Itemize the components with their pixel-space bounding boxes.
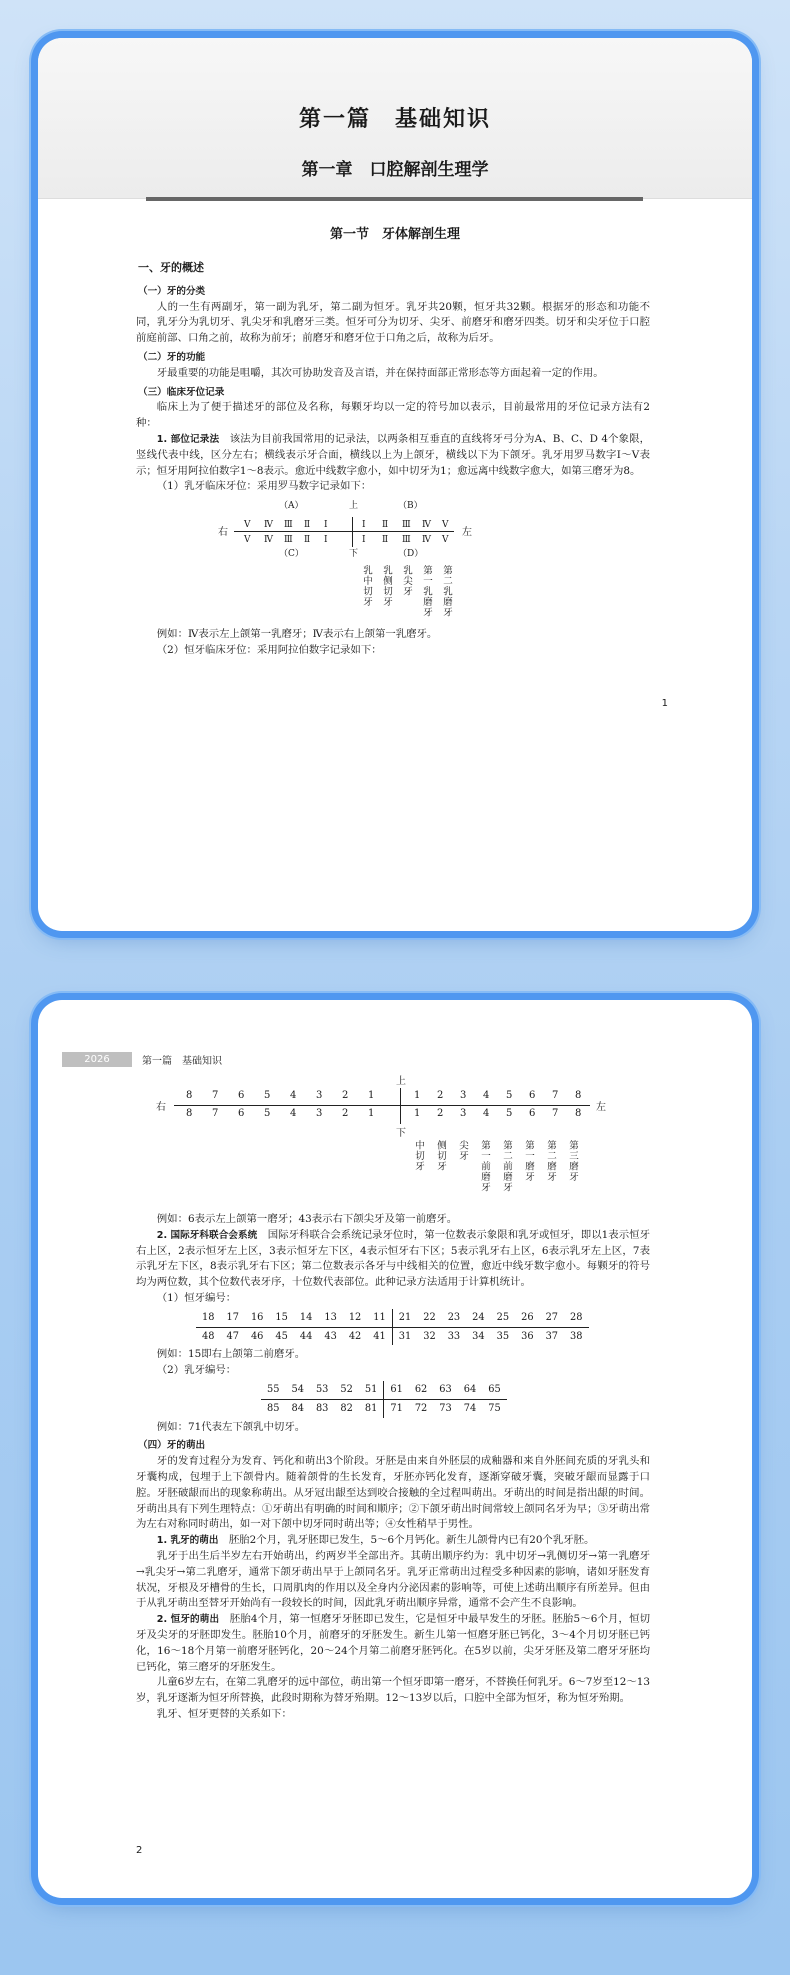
heading-eruption: （四）牙的萌出: [138, 1440, 206, 1452]
paragraph-perm-example: 例如：15即右上颌第二前磨牙。: [156, 1348, 306, 1361]
number-cell: 23: [442, 1309, 466, 1327]
permanent-name: 第三磨牙: [567, 1140, 578, 1182]
number-cell: 36: [521, 1330, 534, 1342]
number-cell: 51: [359, 1381, 384, 1399]
roman-upper-left-3: Ⅲ: [402, 520, 411, 531]
paragraph-record: 临床上为了便于描述牙的部位及名称，每颗牙均以一定的符号加以表示，目前最常用的牙位记录方法有2种：: [136, 401, 650, 430]
roman-lower-left-1: Ⅰ: [362, 535, 366, 546]
number-cell: 18: [196, 1309, 220, 1327]
down-label-2: 下: [396, 1128, 406, 1139]
text-part-method: 该法为目前我国常用的记录法，以两条相互垂直的直线将牙弓分为A、B、C、D 4个象限，竖线代表中线，区分左右；横线表示牙合面，横线以上为上颌牙，横线以下为下颌牙。乳牙用罗马数字Ⅰ～Ⅴ表示；恒牙用阿拉伯数字1～8表示。愈近中线数字愈小，如中切牙为1；愈远离中线数字愈大，如第三磨牙为8。: [136, 432, 650, 477]
paragraph-part-method: [136, 432, 650, 479]
paragraph-function: 牙最重要的功能是咀嚼，其次可协助发音及言语，并在保持面部正常形态等方面起着一定的作用。: [156, 366, 604, 379]
number-cell: 26: [515, 1309, 539, 1327]
roman-lower-left-4: Ⅳ: [422, 535, 431, 546]
permanent-name: 尖牙: [457, 1140, 468, 1161]
roman-upper-right-3: Ⅲ: [284, 520, 293, 531]
digit-upper-right-5: 4: [290, 1090, 297, 1101]
permanent-number-table-wrap: [136, 1309, 650, 1346]
keyword-part-method: 1. 部位记录法: [156, 433, 220, 445]
digit-upper-left-5: 5: [506, 1090, 513, 1101]
text-perm-erupt: 胚胎4个月，第一恒磨牙牙胚即已发生，它是恒牙中最早发生的牙胚。胚胎5～6个月，恒切牙及尖牙的牙胚即发生。胚胎10个月，前磨牙的牙胚发生。新生儿第一恒磨牙胚已钙化，3～4个月切牙胚已钙化，16～18个月第一前磨牙胚钙化，20～24个月第二前磨牙胚钙化。在5岁以前，尖牙牙胚及第二磨牙牙胚均已钙化，第三磨牙的牙胚发生。: [136, 1613, 650, 1673]
roman-lower-right-4: Ⅱ: [304, 535, 311, 546]
page-1-header-band: [38, 38, 752, 199]
digit-lower-right-1: 8: [186, 1108, 193, 1119]
keyword-perm-erupt: 2. 恒牙的萌出: [156, 1614, 220, 1626]
left-label: 左: [462, 527, 472, 539]
permanent-number-table: [196, 1309, 589, 1346]
number-cell: 73: [439, 1402, 452, 1414]
digit-upper-left-8: 8: [575, 1090, 582, 1101]
page-1-body: [136, 260, 650, 659]
header-title: 第一篇 基础知识: [142, 1056, 222, 1067]
paragraph-permanent-intro: （2）恒牙临床牙位：采用阿拉伯数字记录如下：: [156, 643, 382, 656]
page-1: [38, 38, 752, 931]
roman-upper-left-1: Ⅰ: [362, 520, 366, 531]
permanent-name: 第二磨牙: [545, 1140, 556, 1182]
number-cell: 32: [423, 1330, 436, 1342]
right-label-2: 右: [156, 1102, 166, 1113]
deciduous-name: 第一乳磨牙: [421, 565, 432, 618]
digit-lower-right-6: 3: [316, 1108, 323, 1119]
digit-lower-left-4: 4: [483, 1108, 490, 1119]
roman-upper-right-1: Ⅴ: [244, 520, 251, 531]
part-title: 第一篇 基础知识: [298, 107, 491, 132]
number-cell: 54: [285, 1381, 309, 1399]
deciduous-name: 乳侧切牙: [381, 565, 392, 608]
digit-lower-right-8: 1: [368, 1108, 375, 1119]
permanent-name: 中切牙: [413, 1140, 424, 1172]
deciduous-number-table: [261, 1381, 507, 1418]
number-table-row: [261, 1399, 507, 1417]
digit-lower-left-8: 8: [575, 1108, 582, 1119]
heading-classification: （一）牙的分类: [138, 285, 206, 297]
number-cell: 21: [392, 1309, 417, 1327]
keyword-fdi: 2. 国际牙科联合会系统: [156, 1229, 258, 1241]
page-number-2: 2: [136, 1845, 143, 1856]
keyword-dec-erupt: 1. 乳牙的萌出: [156, 1535, 219, 1547]
number-cell: 15: [269, 1309, 293, 1327]
number-cell: 48: [202, 1330, 215, 1342]
digit-lower-right-4: 5: [264, 1108, 271, 1119]
number-cell: 35: [496, 1330, 510, 1342]
number-cell: 84: [291, 1402, 304, 1414]
digit-lower-left-1: 1: [414, 1108, 421, 1119]
deciduous-name: 乳尖牙: [401, 565, 412, 597]
number-cell: 31: [392, 1327, 417, 1345]
quadrant-d-label: （D）: [398, 549, 424, 560]
text-fdi: 国际牙科联合会系统记录牙位时，第一位数表示象限和乳牙或恒牙，即以1表示恒牙右上区，2表示恒牙左上区，3表示恒牙左下区，4表示恒牙右下区；5表示乳牙右上区，6表示乳牙左上区，7表示乳牙左下区，8表示乳牙右下区；第二位数表示各牙与中线相关的位置，愈近中线牙数字愈小。每颗牙的符号均为两位数，其个位数代表牙序，十位数代表部位。此种记录方法适用于计算机统计。: [136, 1228, 651, 1289]
digit-upper-left-4: 4: [483, 1090, 490, 1101]
roman-upper-right-4: Ⅱ: [304, 520, 311, 531]
digit-lower-left-6: 6: [529, 1108, 536, 1119]
quadrant-a-label: （A）: [279, 501, 304, 512]
number-cell: 33: [447, 1330, 461, 1342]
number-cell: 82: [340, 1402, 353, 1414]
heading-record: （三）临床牙位记录: [138, 386, 225, 398]
page-2-body: [136, 1212, 650, 1723]
number-cell: 12: [343, 1309, 367, 1327]
number-cell: 81: [364, 1402, 378, 1414]
down-label: 下: [349, 549, 359, 560]
chapter-rule: [146, 197, 643, 201]
permanent-name: 第一磨牙: [523, 1140, 534, 1182]
permanent-name: 第二前磨牙: [501, 1140, 512, 1193]
digit-lower-left-5: 5: [506, 1108, 513, 1119]
digit-lower-right-3: 6: [238, 1108, 245, 1119]
number-cell: 42: [348, 1330, 362, 1342]
roman-lower-right-2: Ⅳ: [264, 535, 273, 546]
number-cell: 53: [310, 1381, 334, 1399]
digit-upper-left-2: 2: [437, 1090, 444, 1101]
paragraph-deciduous-intro: （1）乳牙临床牙位：采用罗马数字记录如下：: [156, 480, 372, 493]
quadrant-c-label: （C）: [279, 549, 304, 560]
paragraph-classification: 人的一生有两副牙，第一副为乳牙，第二副为恒牙。乳牙共20颗，恒牙共32颗。根据牙的形态和功能不同，乳牙分为乳切牙、乳尖牙和乳磨牙三类。恒牙可分为切牙、尖牙、前磨牙和磨牙四类。切牙和尖牙位于口腔前庭前部、口角之前，故称为前牙；前磨牙和磨牙位于口角之后，故称为后牙。: [136, 300, 650, 345]
number-cell: 14: [294, 1309, 318, 1327]
deciduous-name: 乳中切牙: [361, 565, 372, 608]
number-cell: 13: [318, 1309, 342, 1327]
left-label-2: 左: [596, 1102, 606, 1113]
header-year-badge: 2026: [62, 1052, 132, 1067]
number-cell: 75: [488, 1402, 501, 1414]
digit-lower-left-3: 3: [460, 1108, 467, 1119]
quadrant-b-label: （B）: [398, 501, 423, 512]
number-cell: 72: [414, 1402, 428, 1414]
chapter-title: 第一章 口腔解剖生理学: [301, 160, 489, 180]
roman-upper-left-5: Ⅴ: [442, 520, 449, 531]
roman-lower-right-3: Ⅲ: [284, 535, 293, 546]
number-cell: 16: [245, 1309, 269, 1327]
digit-lower-right-7: 2: [342, 1108, 349, 1119]
paragraph-perm-erupt-2: 儿童6岁左右，在第二乳磨牙的远中部位，萌出第一个恒牙即第一磨牙，不替换任何乳牙。6～7岁至12～13岁，乳牙逐渐为恒牙所替换，此段时期称为替牙殆期。12～13岁以后，口腔中全部为恒牙，称为恒牙殆期。: [136, 1676, 650, 1705]
heading-overview: 一、牙的概述: [138, 261, 204, 274]
number-cell: 37: [545, 1330, 559, 1342]
digit-upper-right-7: 2: [342, 1090, 349, 1101]
midline: [352, 517, 353, 547]
roman-lower-left-5: Ⅴ: [442, 535, 449, 546]
paragraph-dec-no: （2）乳牙编号：: [156, 1364, 237, 1377]
paragraph-dec-example: 例如：71代表左下颌乳中切牙。: [156, 1420, 306, 1433]
digit-upper-right-2: 7: [212, 1090, 219, 1101]
number-cell: 52: [334, 1381, 358, 1399]
roman-lower-right-5: Ⅰ: [324, 535, 328, 546]
deciduous-name: 第二乳磨牙: [441, 565, 452, 618]
roman-upper-left-2: Ⅱ: [382, 520, 389, 531]
digit-upper-right-1: 8: [186, 1090, 193, 1101]
paragraph-perm-erupt: [136, 1612, 650, 1675]
up-label: 上: [349, 501, 359, 512]
heading-function: （二）牙的功能: [138, 351, 206, 363]
page-number-1: 1: [661, 698, 668, 709]
number-cell: 22: [417, 1309, 441, 1327]
roman-lower-left-2: Ⅱ: [382, 535, 389, 546]
number-cell: 74: [463, 1402, 477, 1414]
number-table-row: [261, 1381, 507, 1399]
paragraph-eruption: 牙的发育过程分为发育、钙化和萌出3个阶段。牙胚是由来自外胚层的成釉器和来自外胚间充质的牙乳头和牙囊构成，包埋于上下颌骨内。随着颌骨的生长发育，牙胚亦钙化发育，逐渐穿破牙囊，突破牙龈而显露于口腔。牙胚破龈而出的现象称萌出。从牙冠出龈至达到咬合接触的全过程叫萌出。牙萌出的时间是指出龈的时间。牙萌出具有下列生理特点：①牙萌出有明确的时间和顺序；②下颌牙萌出时间常较上颌同名牙为早；③牙萌出常为左右对称同时萌出，如一对下颌中切牙同时萌出等；④女性稍早于男性。: [136, 1455, 650, 1531]
number-cell: 25: [491, 1309, 515, 1327]
number-cell: 63: [433, 1381, 457, 1399]
number-cell: 41: [373, 1330, 386, 1342]
paragraph-fdi: [136, 1228, 650, 1291]
number-cell: 83: [315, 1402, 329, 1414]
deciduous-number-table-wrap: [136, 1381, 650, 1418]
digit-upper-left-1: 1: [414, 1090, 421, 1101]
number-cell: 44: [299, 1330, 313, 1342]
digit-lower-left-2: 2: [437, 1108, 444, 1119]
digit-lower-left-7: 7: [552, 1108, 559, 1119]
digit-lower-right-5: 4: [290, 1108, 297, 1119]
number-cell: 46: [250, 1330, 264, 1342]
deciduous-chart: [136, 495, 650, 627]
number-cell: 34: [472, 1330, 485, 1342]
permanent-chart: [128, 1072, 658, 1202]
digit-lower-right-2: 7: [212, 1108, 219, 1119]
page-2: [38, 1000, 752, 1898]
horizontal-axis-2: [174, 1105, 590, 1106]
paragraph-dec-erupt: [136, 1533, 650, 1549]
number-cell: 62: [409, 1381, 433, 1399]
number-cell: 24: [466, 1309, 490, 1327]
number-cell: 47: [226, 1330, 239, 1342]
number-cell: 28: [564, 1309, 588, 1327]
digit-upper-right-6: 3: [316, 1090, 323, 1101]
midline-2: [400, 1088, 401, 1124]
paragraph-relation: 乳牙、恒牙更替的关系如下：: [156, 1707, 292, 1720]
digit-upper-right-4: 5: [264, 1090, 271, 1101]
number-cell: 38: [570, 1330, 583, 1342]
paragraph-perm-no: （1）恒牙编号：: [156, 1291, 237, 1304]
paragraph-example-2: 例如：6表示左上颌第一磨牙；43表示右下颌尖牙及第一前磨牙。: [156, 1213, 458, 1225]
number-table-row: [196, 1327, 589, 1345]
number-cell: 11: [367, 1309, 392, 1327]
paragraph-example-1: 例如：Ⅳ表示左上颌第一乳磨牙；Ⅳ表示右上颌第一乳磨牙。: [156, 628, 438, 641]
paragraph-dec-erupt-2: 乳牙于出生后半岁左右开始萌出，约两岁半全部出齐。其萌出顺序约为：乳中切牙→乳侧切牙→第一乳磨牙→乳尖牙→第二乳磨牙，通常下颌牙萌出早于上颌同名牙。乳牙正常萌出过程受多种因素的影响，诸如牙胚发育状况，牙根及牙槽骨的生长，口周肌肉的作用以及全身内分泌因素的影响等，可使上述萌出顺序有所差异。但由于从乳牙萌出至替牙开始尚有一段较长的时间，因此乳牙萌出顺序异常，通常不会产生不良影响。: [136, 1549, 650, 1610]
up-label-2: 上: [396, 1076, 406, 1087]
digit-upper-right-3: 6: [238, 1090, 245, 1101]
number-cell: 64: [458, 1381, 482, 1399]
right-label: 右: [218, 527, 228, 539]
digit-upper-right-8: 1: [368, 1090, 375, 1101]
section-title: 第一节 牙体解剖生理: [329, 227, 460, 242]
roman-lower-right-1: Ⅴ: [244, 535, 251, 546]
permanent-name: 第一前磨牙: [479, 1140, 490, 1193]
roman-upper-left-4: Ⅳ: [422, 520, 431, 531]
permanent-name: 侧切牙: [435, 1140, 446, 1172]
number-cell: 65: [482, 1381, 506, 1399]
digit-upper-left-6: 6: [529, 1090, 536, 1101]
number-table-row: [196, 1309, 589, 1327]
number-cell: 71: [384, 1399, 409, 1417]
number-cell: 55: [261, 1381, 285, 1399]
roman-upper-right-2: Ⅳ: [264, 520, 273, 531]
digit-upper-left-3: 3: [460, 1090, 467, 1101]
number-cell: 45: [275, 1330, 288, 1342]
number-cell: 27: [540, 1309, 564, 1327]
number-cell: 43: [324, 1330, 337, 1342]
roman-lower-left-3: Ⅲ: [402, 535, 411, 546]
text-dec-erupt: 胚胎2个月，乳牙胚即已发生，5～6个月钙化。新生儿颌骨内已有20个乳牙胚。: [228, 1534, 595, 1547]
roman-upper-right-5: Ⅰ: [324, 520, 328, 531]
number-cell: 61: [384, 1381, 409, 1399]
number-cell: 17: [220, 1309, 244, 1327]
digit-upper-left-7: 7: [552, 1090, 559, 1101]
number-cell: 85: [267, 1402, 280, 1414]
